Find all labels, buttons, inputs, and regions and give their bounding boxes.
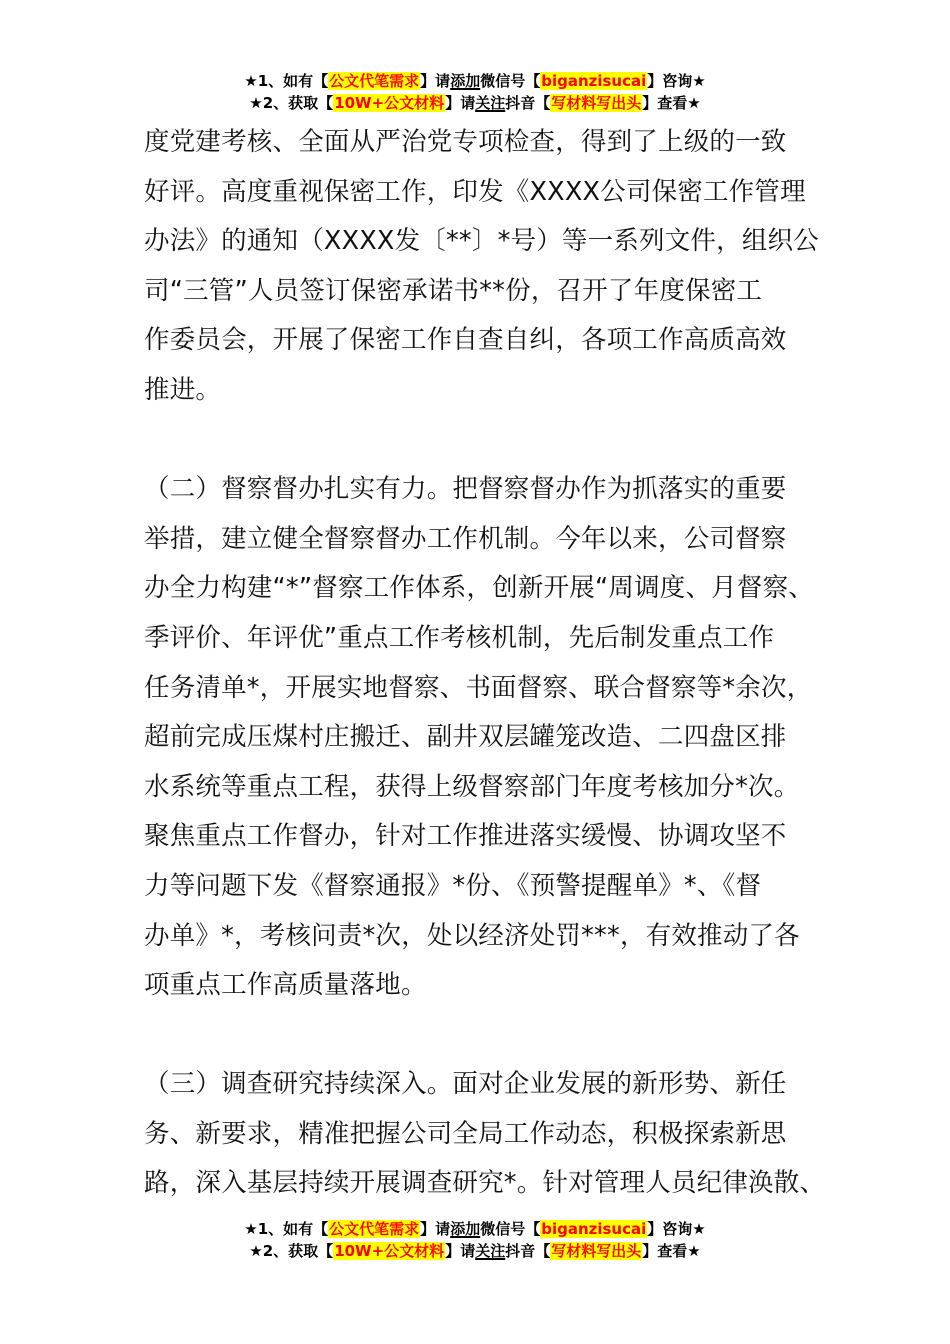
footer-banner xyxy=(0,1218,950,1262)
paragraph-3 xyxy=(144,1060,834,1209)
banner-line-2 xyxy=(0,92,950,114)
text-line: 举措，建立健全督察督办工作机制。今年以来，公司督察 xyxy=(144,523,787,554)
banner-text: 】咨询★ xyxy=(647,72,706,90)
paragraph-1 xyxy=(144,118,834,416)
banner-text: ★1、如有【 xyxy=(244,72,329,90)
banner-text: 】请 xyxy=(445,1242,476,1260)
text-line: 办单》*，考核问责*次，处以经济处罚***，有效推动了各 xyxy=(144,920,800,951)
document-body xyxy=(144,118,834,1209)
highlight-wechat-id: biganzisucai xyxy=(541,72,647,90)
banner-text: ★2、获取【 xyxy=(249,1242,334,1260)
banner-text: 】咨询★ xyxy=(647,1220,706,1238)
banner-line-1 xyxy=(0,1218,950,1240)
text-line: 水系统等重点工程，获得上级督察部门年度考核加分*次。 xyxy=(144,771,800,802)
text-line: 务、新要求，精准把握公司全局工作动态，积极探索新思 xyxy=(144,1118,787,1149)
header-banner xyxy=(0,70,950,114)
banner-text: 】请 xyxy=(420,1220,451,1238)
banner-text: 微信号【 xyxy=(480,72,541,90)
banner-text: ★2、获取【 xyxy=(249,94,334,112)
text-line: 季评价、年评优”重点工作考核机制，先后制发重点工作 xyxy=(144,622,775,653)
text-line: 办全力构建“*”督察工作体系，创新开展“周调度、月督察、 xyxy=(144,573,814,604)
paragraph-spacer xyxy=(144,1011,834,1061)
banner-text: 抖音【 xyxy=(505,1242,551,1260)
text-line: 项重点工作高质量落地。 xyxy=(144,970,427,1001)
underlined-follow: 关注 xyxy=(475,94,506,112)
underlined-add: 添加 xyxy=(450,72,481,90)
text-line: 推进。 xyxy=(144,374,222,405)
highlight-wechat-id: biganzisucai xyxy=(541,1220,647,1238)
banner-line-2 xyxy=(0,1240,950,1262)
underlined-follow: 关注 xyxy=(475,1242,506,1260)
banner-text: ★1、如有【 xyxy=(244,1220,329,1238)
text-line: （三）调查研究持续深入。面对企业发展的新形势、新任 xyxy=(144,1069,787,1100)
banner-text: 】查看★ xyxy=(642,94,701,112)
text-line: 度党建考核、全面从严治党专项检查，得到了上级的一致 xyxy=(144,127,787,157)
text-line: 司“三管”人员签订保密承诺书**份，召开了年度保密工 xyxy=(144,275,763,306)
paragraph-spacer xyxy=(144,416,834,466)
text-line: 力等问题下发《督察通报》*份、《预警提醒单》*、《督 xyxy=(144,870,762,901)
paragraph-2 xyxy=(144,465,834,1011)
highlight-materials: 10W+公文材料 xyxy=(334,94,445,112)
banner-text: 抖音【 xyxy=(505,94,551,112)
highlight-douyin-account: 写材料写出头 xyxy=(551,1242,642,1260)
highlight-service: 公文代笔需求 xyxy=(329,1220,420,1238)
text-line: 聚焦重点工作督办，针对工作推进落实缓慢、协调攻坚不 xyxy=(144,821,787,852)
highlight-douyin-account: 写材料写出头 xyxy=(551,94,642,112)
text-line: 好评。高度重视保密工作，印发《XXXX公司保密工作管理 xyxy=(144,176,806,207)
highlight-materials: 10W+公文材料 xyxy=(334,1242,445,1260)
text-line: （二）督察督办扎实有力。把督察督办作为抓落实的重要 xyxy=(144,474,787,505)
underlined-add: 添加 xyxy=(450,1220,481,1238)
text-line: 办法》的通知（XXXX发〔**〕*号）等一系列文件，组织公 xyxy=(144,226,819,257)
banner-text: 】查看★ xyxy=(642,1242,701,1260)
text-line: 任务清单*，开展实地督察、书面督察、联合督察等*余次， xyxy=(144,672,813,703)
banner-text: 】请 xyxy=(445,94,476,112)
text-line: 路，深入基层持续开展调查研究*。针对管理人员纪律涣散、 xyxy=(144,1168,826,1199)
text-line: 超前完成压煤村庄搬迁、副井双层罐笼改造、二四盘区排 xyxy=(144,722,787,753)
highlight-service: 公文代笔需求 xyxy=(329,72,420,90)
banner-line-1 xyxy=(0,70,950,92)
text-line: 作委员会，开展了保密工作自查自纠，各项工作高质高效 xyxy=(144,325,787,356)
banner-text: 微信号【 xyxy=(480,1220,541,1238)
banner-text: 】请 xyxy=(420,72,451,90)
